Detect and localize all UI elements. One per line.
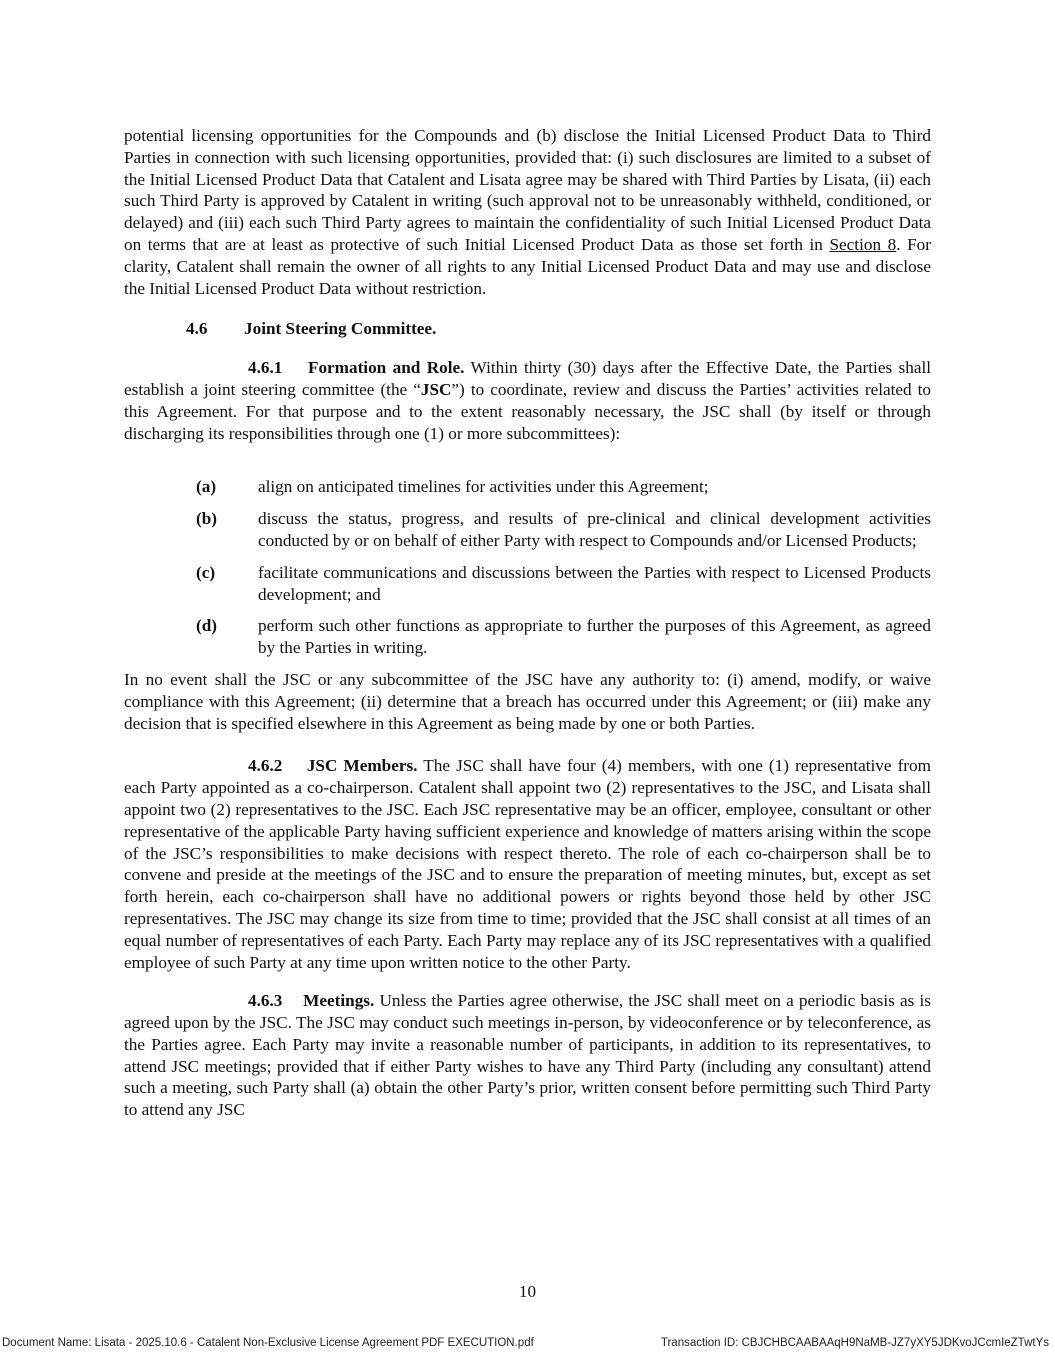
subsection-title-text: JSC Members. [306,756,418,776]
defined-term-jsc: JSC [420,379,452,399]
subsection-number: 4.6.1 [248,358,283,378]
footer-document-name: Document Name: Lisata - 2025.10.6 - Catalent Non-Exclusive License Agreement PDF EXECUTION.pdf [2,1337,534,1349]
continuation-paragraph [124,125,931,299]
list-item-text: align on anticipated timelines for activities under this Agreement; [258,477,709,497]
section-4-6-1 [124,357,931,444]
section-title: Joint Steering Committee. [244,319,437,339]
section-4-6-heading [186,318,931,340]
list-item [124,508,931,552]
list-item-label: (a) [196,477,217,497]
list-item-label: (d) [196,616,218,636]
list-item-label: (b) [196,509,218,529]
subsection-title [282,358,464,377]
subsection-text: Unless the Parties agree otherwise, the JSC shall meet on a periodic basis as is agreed upon by the JSC. The JSC may conduct such meetings in-person, by videoconference or by teleconference, as the Parties agree. Each Party may invite a reasonable number of participants, in addition to its representatives, to attend JSC meetings; provided that if either Party wishes to have any Third Party (including any consultant) attend such a meeting, such Party shall (a) obtain the other Party’s prior, written consent before permitting such Third Party to attend any JSC [124,991,931,1120]
list-item [124,476,931,498]
subsection-title-text: Meetings. [303,991,375,1011]
subsection-text-a: Within thirty (30) days after the Effective Date, the Parties shall establish a joint steering committee (the “ [124,358,932,399]
section-4-6-2 [124,755,931,973]
subsection-number: 4.6.3 [248,991,283,1011]
section-8-reference: Section 8 [829,234,897,254]
page-number: 10 [518,1282,537,1301]
document-page [124,125,931,1121]
section-4-6-3 [124,990,931,1121]
section-number: 4.6 [186,319,208,339]
subsection-text-b: ”) to coordinate, review and discuss the Parties’ activities related to this Agreement. For that purpose and to the extent reasonably necessary, the JSC shall (by itself or through discharging its responsibilities through one (1) or more subcommittees): [124,379,932,443]
subsection-title-text: Formation and Role. [307,358,465,378]
subsection-title [282,991,374,1010]
subsection-title [282,756,417,775]
list-item [124,562,931,606]
list-item-text: discuss the status, progress, and results of pre-clinical and clinical development activities conducted by or on behalf of either Party with respect to Compounds and/or Licensed Products; [258,509,931,550]
footer-transaction-id: Transaction ID: CBJCHBCAABAAqH9NaMB-JZ7yXY5JDKvoJCcmIeZTwtYs [660,1337,1049,1349]
jsc-responsibilities-list [124,476,931,659]
no-event-paragraph: In no event shall the JSC or any subcommittee of the JSC have any authority to: (i) amend, modify, or waive compliance with this Agreement; (ii) determine that a breach has occurred under this Agreement; or (iii) make any decision that is specified elsewhere in this Agreement as being made by one or both Parties. [124,669,931,733]
list-item [124,615,931,659]
list-item-text: perform such other functions as appropriate to further the purposes of this Agreement, as agreed by the Parties in writing. [258,616,931,658]
subsection-text: The JSC shall have four (4) members, with one (1) representative from each Party appointed as a co-chairperson. Catalent shall appoint two (2) representatives to the JSC, and Lisata shall appoint two (2) representatives to the JSC. Each JSC representative may be an officer, employee, consultant or other representative of the applicable Party having sufficient experience and knowledge of matters arising within the scope of the JSC’s responsibilities to make decisions with respect thereto. The role of each co-chairperson shall be to convene and preside at the meetings of the JSC and to ensure the preparation of meeting minutes, but, except as set forth herein, each co-chairperson shall have no additional powers or rights beyond those held by other JSC representatives. The JSC may change its size from time to time; provided that the JSC shall consist at all times of an equal number of representatives of each Party. Each Party may replace any of its JSC representatives with a qualified employee of such Party at any time upon written notice to the other Party. [124,756,931,972]
list-item-text: facilitate communications and discussions between the Parties with respect to Licensed Products development; and [258,562,931,604]
subsection-number: 4.6.2 [248,756,283,776]
list-item-label: (c) [196,562,216,582]
continuation-text-end: . For clarity, Catalent shall remain the owner of all rights to any Initial Licensed Product Data and may use and disclose the Initial Licensed Product Data without restriction. [124,234,931,298]
continuation-text: potential licensing opportunities for the Compounds and (b) disclose the Initial Licensed Product Data to Third Parties in connection with such licensing opportunities, provided that: (i) such disclosures are limited to a subset of the Initial Licensed Product Data that Catalent and Lisata agree may be shared with Third Parties by Lisata, (ii) each such Third Party is approved by Catalent in writing (such approval not to be unreasonably withheld, conditioned, or delayed) and (iii) each such Third Party agrees to maintain the confidentiality of such Initial Licensed Product Data on terms that are at least as protective of such Initial Licensed Product Data as those set forth in [124,126,931,254]
